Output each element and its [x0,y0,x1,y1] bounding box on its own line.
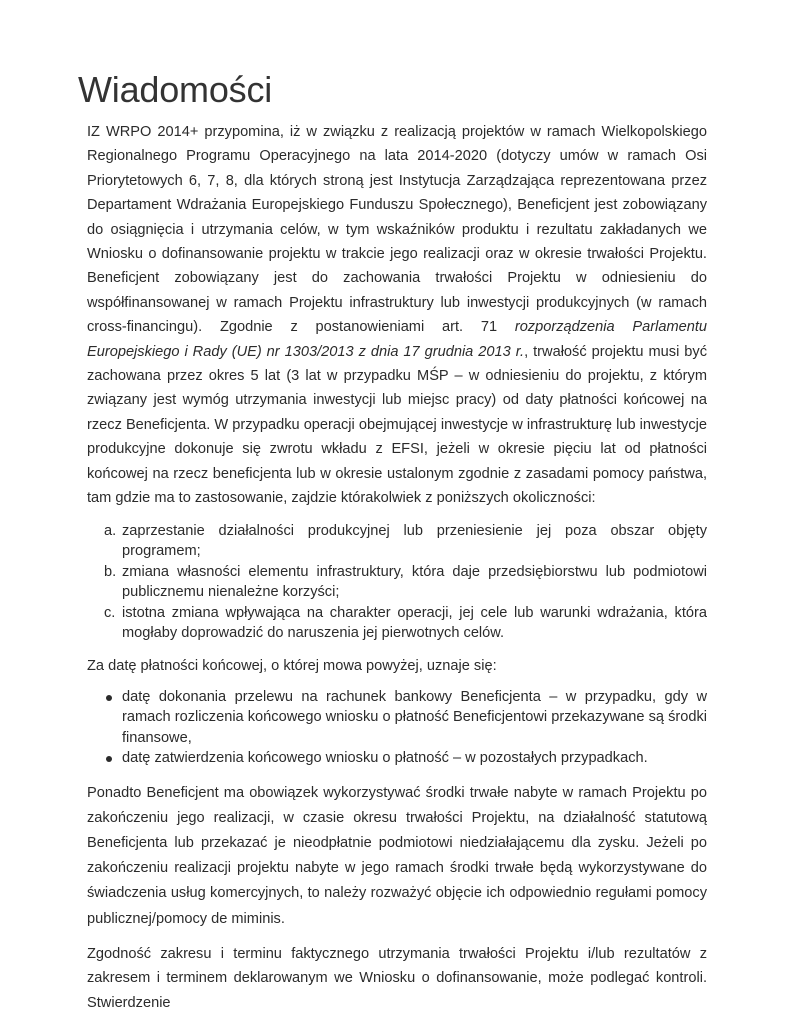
list-item [87,521,707,562]
list-marker: a. [104,522,117,539]
list-item [87,687,707,749]
list-item-text: zaprzestanie działalności produkcyjnej lub przeniesienie jej poza obszar objęty programem; [122,522,707,559]
fixed-assets-paragraph: Ponadto Beneficjent ma obowiązek wykorzystywać środki trwałe nabyte w ramach Projektu po zakończeniu jego realizacji, w czasie okresu trwałości Projektu, na działalność statutową Beneficjenta lub przekazać je nieodpłatnie podmiotowi niedziałającemu dla zysku. Jeżeli po zakończeniu realizacji projektu nabyte w jego ramach środki trwałe będą wykorzystywane do świadczenia usług komercyjnych, to należy rozważyć objęcie ich odpowiednio regułami pomocy publicznej/pomocy de miminis. [87,784,707,927]
intro-text-start: IZ WRPO 2014+ przypomina, iż w związku z realizacją projektów w ramach Wielkopolskiego Regionalnego Programu Operacyjnego na lata 2014-2020 (dotyczy umów w ramach Osi Priorytetowych 6, 7, 8, dla których stroną jest Instytucja Zarządzająca reprezentowana przez Departament Wdrażania Europejskiego Funduszu Społecznego), Beneficjent jest zobowiązany do osiągnięcia i utrzymania celów, w tym wskaźników produktu i rezultatu zakładanych we Wniosku o dofinansowanie projektu w trakcie jego realizacji oraz w okresie trwałości Projektu. Beneficjent zobowiązany jest do zachowania trwałości Projektu w odniesieniu do współfinansowanej w ramach Projektu infrastruktury lub inwestycji produkcyjnych (w ramach cross-financingu). Zgodnie z postanowieniami art. 71 [87,124,707,336]
list-marker: c. [104,604,116,621]
control-paragraph: Zgodność zakresu i terminu faktycznego utrzymania trwałości Projektu i/lub rezultatów z zakresem i terminem deklarowanym we Wniosku o dofinansowanie, może podlegać kontroli. Stwierdzenie [87,945,707,1011]
payment-date-list [87,687,707,769]
list-item-text: datę dokonania przelewu na rachunek bankowy Beneficjenta – w przypadku, gdy w ramach rozliczenia końcowego wniosku o płatność Beneficjentowi przekazywane są środki finansowe, [122,688,707,746]
bullet-icon [106,756,112,762]
list-item [87,748,707,769]
intro-paragraph [87,120,707,511]
page-title: Wiadomości [78,69,273,110]
regulation-reference: rozporządzenia Parlamentu Europejskiego i Rady (UE) nr 1303/2013 z dnia 17 grudnia 2013 r. [87,319,708,360]
list-item-text: istotna zmiana wpływająca na charakter operacji, jej cele lub warunki wdrażania, która mogłaby doprowadzić do naruszenia jej pierwotnych celów. [122,604,707,641]
intro-text-end: , trwałość projektu musi być zachowana przez okres 5 lat (3 lat w przypadku MŚP – w odniesieniu do projektu, z którym związany jest wymóg utrzymania inwestycji lub miejsc pracy) od daty płatności końcowej na rzecz Beneficjenta. W przypadku operacji obejmującej inwestycje w infrastrukturę lub inwestycje produkcyjne dokonuje się zwrotu wkładu z EFSI, jeżeli w okresie pięciu lat od płatności końcowej na rzecz beneficjenta lub w okresie ustalonym zgodnie z zasadami pomocy państwa, tam gdzie ma to zastosowanie, zajdzie którakolwiek z poniższych okoliczności: [87,343,707,507]
payment-date-paragraph: Za datę płatności końcowej, o której mowa powyżej, uznaje się: [87,657,497,674]
list-item [87,603,707,644]
bullet-icon [106,695,112,701]
article-body [87,120,707,1015]
list-item-text: datę zatwierdzenia końcowego wniosku o płatność – w pozostałych przypadkach. [122,750,648,766]
circumstances-list [87,521,707,644]
list-item [87,562,707,603]
list-marker: b. [104,563,117,580]
list-item-text: zmiana własności elementu infrastruktury, która daje przedsiębiorstwu lub podmiotowi publicznemu nienależne korzyści; [122,563,707,600]
